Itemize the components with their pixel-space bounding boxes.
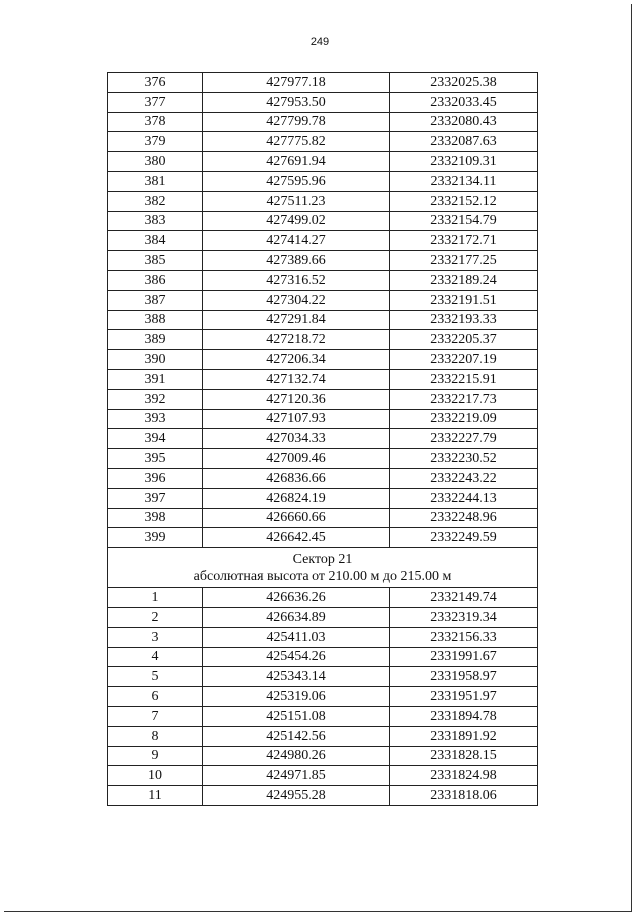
y-coordinate-cell: 2332156.33 — [390, 627, 538, 647]
point-number-cell: 380 — [108, 152, 203, 172]
y-coordinate-cell: 2331828.15 — [390, 746, 538, 766]
y-coordinate-cell: 2332177.25 — [390, 251, 538, 271]
point-number-cell: 384 — [108, 231, 203, 251]
y-coordinate-cell: 2332215.91 — [390, 369, 538, 389]
point-number-cell: 1 — [108, 588, 203, 608]
table-row — [108, 211, 538, 231]
point-number-cell: 398 — [108, 508, 203, 528]
y-coordinate-cell: 2332217.73 — [390, 389, 538, 409]
table-body-before-sector — [108, 73, 538, 548]
y-coordinate-cell: 2332249.59 — [390, 528, 538, 548]
x-coordinate-cell: 427120.36 — [203, 389, 390, 409]
point-number-cell: 10 — [108, 766, 203, 786]
y-coordinate-cell: 2332134.11 — [390, 171, 538, 191]
point-number-cell: 382 — [108, 191, 203, 211]
point-number-cell: 396 — [108, 468, 203, 488]
table-row — [108, 706, 538, 726]
table-row — [108, 73, 538, 93]
y-coordinate-cell: 2332227.79 — [390, 429, 538, 449]
table-row — [108, 310, 538, 330]
point-number-cell: 387 — [108, 290, 203, 310]
point-number-cell: 378 — [108, 112, 203, 132]
table-row — [108, 429, 538, 449]
x-coordinate-cell: 427595.96 — [203, 171, 390, 191]
y-coordinate-cell: 2332319.34 — [390, 607, 538, 627]
point-number-cell: 392 — [108, 389, 203, 409]
x-coordinate-cell: 427499.02 — [203, 211, 390, 231]
point-number-cell: 388 — [108, 310, 203, 330]
x-coordinate-cell: 426824.19 — [203, 488, 390, 508]
x-coordinate-cell: 427291.84 — [203, 310, 390, 330]
x-coordinate-cell: 426660.66 — [203, 508, 390, 528]
x-coordinate-cell: 426642.45 — [203, 528, 390, 548]
x-coordinate-cell: 427414.27 — [203, 231, 390, 251]
x-coordinate-cell: 427799.78 — [203, 112, 390, 132]
point-number-cell: 7 — [108, 706, 203, 726]
table-row — [108, 231, 538, 251]
y-coordinate-cell: 2331991.67 — [390, 647, 538, 667]
table-row — [108, 171, 538, 191]
y-coordinate-cell: 2332205.37 — [390, 330, 538, 350]
x-coordinate-cell: 427218.72 — [203, 330, 390, 350]
table-row — [108, 191, 538, 211]
point-number-cell: 377 — [108, 92, 203, 112]
y-coordinate-cell: 2331891.92 — [390, 726, 538, 746]
y-coordinate-cell: 2332152.12 — [390, 191, 538, 211]
table-row — [108, 647, 538, 667]
x-coordinate-cell: 427107.93 — [203, 409, 390, 429]
table-row — [108, 251, 538, 271]
table-row — [108, 726, 538, 746]
page-number: 249 — [310, 36, 330, 48]
y-coordinate-cell: 2332033.45 — [390, 92, 538, 112]
table-row — [108, 488, 538, 508]
point-number-cell: 9 — [108, 746, 203, 766]
sector-title: Сектор 21 — [292, 552, 353, 568]
x-coordinate-cell: 427316.52 — [203, 270, 390, 290]
table-row — [108, 449, 538, 469]
table-row — [108, 588, 538, 608]
point-number-cell: 395 — [108, 449, 203, 469]
x-coordinate-cell: 426634.89 — [203, 607, 390, 627]
point-number-cell: 399 — [108, 528, 203, 548]
point-number-cell: 8 — [108, 726, 203, 746]
point-number-cell: 376 — [108, 73, 203, 93]
coordinates-table — [107, 72, 538, 806]
y-coordinate-cell: 2332172.71 — [390, 231, 538, 251]
point-number-cell: 397 — [108, 488, 203, 508]
x-coordinate-cell: 427691.94 — [203, 152, 390, 172]
y-coordinate-cell: 2332080.43 — [390, 112, 538, 132]
point-number-cell: 385 — [108, 251, 203, 271]
table-row — [108, 132, 538, 152]
table-row — [108, 687, 538, 707]
y-coordinate-cell: 2332207.19 — [390, 350, 538, 370]
x-coordinate-cell: 426636.26 — [203, 588, 390, 608]
table-row — [108, 92, 538, 112]
y-coordinate-cell: 2331951.97 — [390, 687, 538, 707]
x-coordinate-cell: 427953.50 — [203, 92, 390, 112]
x-coordinate-cell: 425454.26 — [203, 647, 390, 667]
y-coordinate-cell: 2331824.98 — [390, 766, 538, 786]
x-coordinate-cell: 427132.74 — [203, 369, 390, 389]
y-coordinate-cell: 2332244.13 — [390, 488, 538, 508]
table-row — [108, 369, 538, 389]
y-coordinate-cell: 2332219.09 — [390, 409, 538, 429]
table-row — [108, 290, 538, 310]
sector-header-cell — [108, 548, 538, 588]
x-coordinate-cell: 424980.26 — [203, 746, 390, 766]
table-row — [108, 786, 538, 806]
table-row — [108, 389, 538, 409]
point-number-cell: 6 — [108, 687, 203, 707]
x-coordinate-cell: 424971.85 — [203, 766, 390, 786]
y-coordinate-cell: 2332191.51 — [390, 290, 538, 310]
point-number-cell: 394 — [108, 429, 203, 449]
x-coordinate-cell: 425411.03 — [203, 627, 390, 647]
x-coordinate-cell: 425151.08 — [203, 706, 390, 726]
point-number-cell: 4 — [108, 647, 203, 667]
x-coordinate-cell: 427389.66 — [203, 251, 390, 271]
y-coordinate-cell: 2332248.96 — [390, 508, 538, 528]
x-coordinate-cell: 425319.06 — [203, 687, 390, 707]
x-coordinate-cell: 427009.46 — [203, 449, 390, 469]
point-number-cell: 386 — [108, 270, 203, 290]
table-row — [108, 409, 538, 429]
point-number-cell: 379 — [108, 132, 203, 152]
table-row — [108, 627, 538, 647]
table-row — [108, 468, 538, 488]
y-coordinate-cell: 2332193.33 — [390, 310, 538, 330]
y-coordinate-cell: 2331958.97 — [390, 667, 538, 687]
x-coordinate-cell: 427206.34 — [203, 350, 390, 370]
table-row — [108, 270, 538, 290]
table-row — [108, 607, 538, 627]
point-number-cell: 390 — [108, 350, 203, 370]
table-row — [108, 350, 538, 370]
table-row — [108, 112, 538, 132]
y-coordinate-cell: 2332109.31 — [390, 152, 538, 172]
x-coordinate-cell: 424955.28 — [203, 786, 390, 806]
point-number-cell: 3 — [108, 627, 203, 647]
point-number-cell: 393 — [108, 409, 203, 429]
y-coordinate-cell: 2332243.22 — [390, 468, 538, 488]
y-coordinate-cell: 2332149.74 — [390, 588, 538, 608]
x-coordinate-cell: 427304.22 — [203, 290, 390, 310]
point-number-cell: 11 — [108, 786, 203, 806]
table-body-after-sector — [108, 588, 538, 806]
point-number-cell: 383 — [108, 211, 203, 231]
point-number-cell: 2 — [108, 607, 203, 627]
sector-header-group — [108, 548, 538, 588]
x-coordinate-cell: 425142.56 — [203, 726, 390, 746]
sector-subtitle: абсолютная высота от 210.00 м до 215.00 м — [193, 569, 452, 585]
y-coordinate-cell: 2331894.78 — [390, 706, 538, 726]
point-number-cell: 5 — [108, 667, 203, 687]
x-coordinate-cell: 427511.23 — [203, 191, 390, 211]
y-coordinate-cell: 2331818.06 — [390, 786, 538, 806]
table-row — [108, 152, 538, 172]
sector-header-row — [108, 548, 538, 588]
y-coordinate-cell: 2332189.24 — [390, 270, 538, 290]
table-row — [108, 330, 538, 350]
table-row — [108, 766, 538, 786]
point-number-cell: 391 — [108, 369, 203, 389]
table-row — [108, 667, 538, 687]
y-coordinate-cell: 2332087.63 — [390, 132, 538, 152]
x-coordinate-cell: 427977.18 — [203, 73, 390, 93]
x-coordinate-cell: 426836.66 — [203, 468, 390, 488]
y-coordinate-cell: 2332154.79 — [390, 211, 538, 231]
table-row — [108, 508, 538, 528]
point-number-cell: 381 — [108, 171, 203, 191]
point-number-cell: 389 — [108, 330, 203, 350]
x-coordinate-cell: 425343.14 — [203, 667, 390, 687]
y-coordinate-cell: 2332025.38 — [390, 73, 538, 93]
y-coordinate-cell: 2332230.52 — [390, 449, 538, 469]
table-row — [108, 746, 538, 766]
x-coordinate-cell: 427034.33 — [203, 429, 390, 449]
x-coordinate-cell: 427775.82 — [203, 132, 390, 152]
table-row — [108, 528, 538, 548]
